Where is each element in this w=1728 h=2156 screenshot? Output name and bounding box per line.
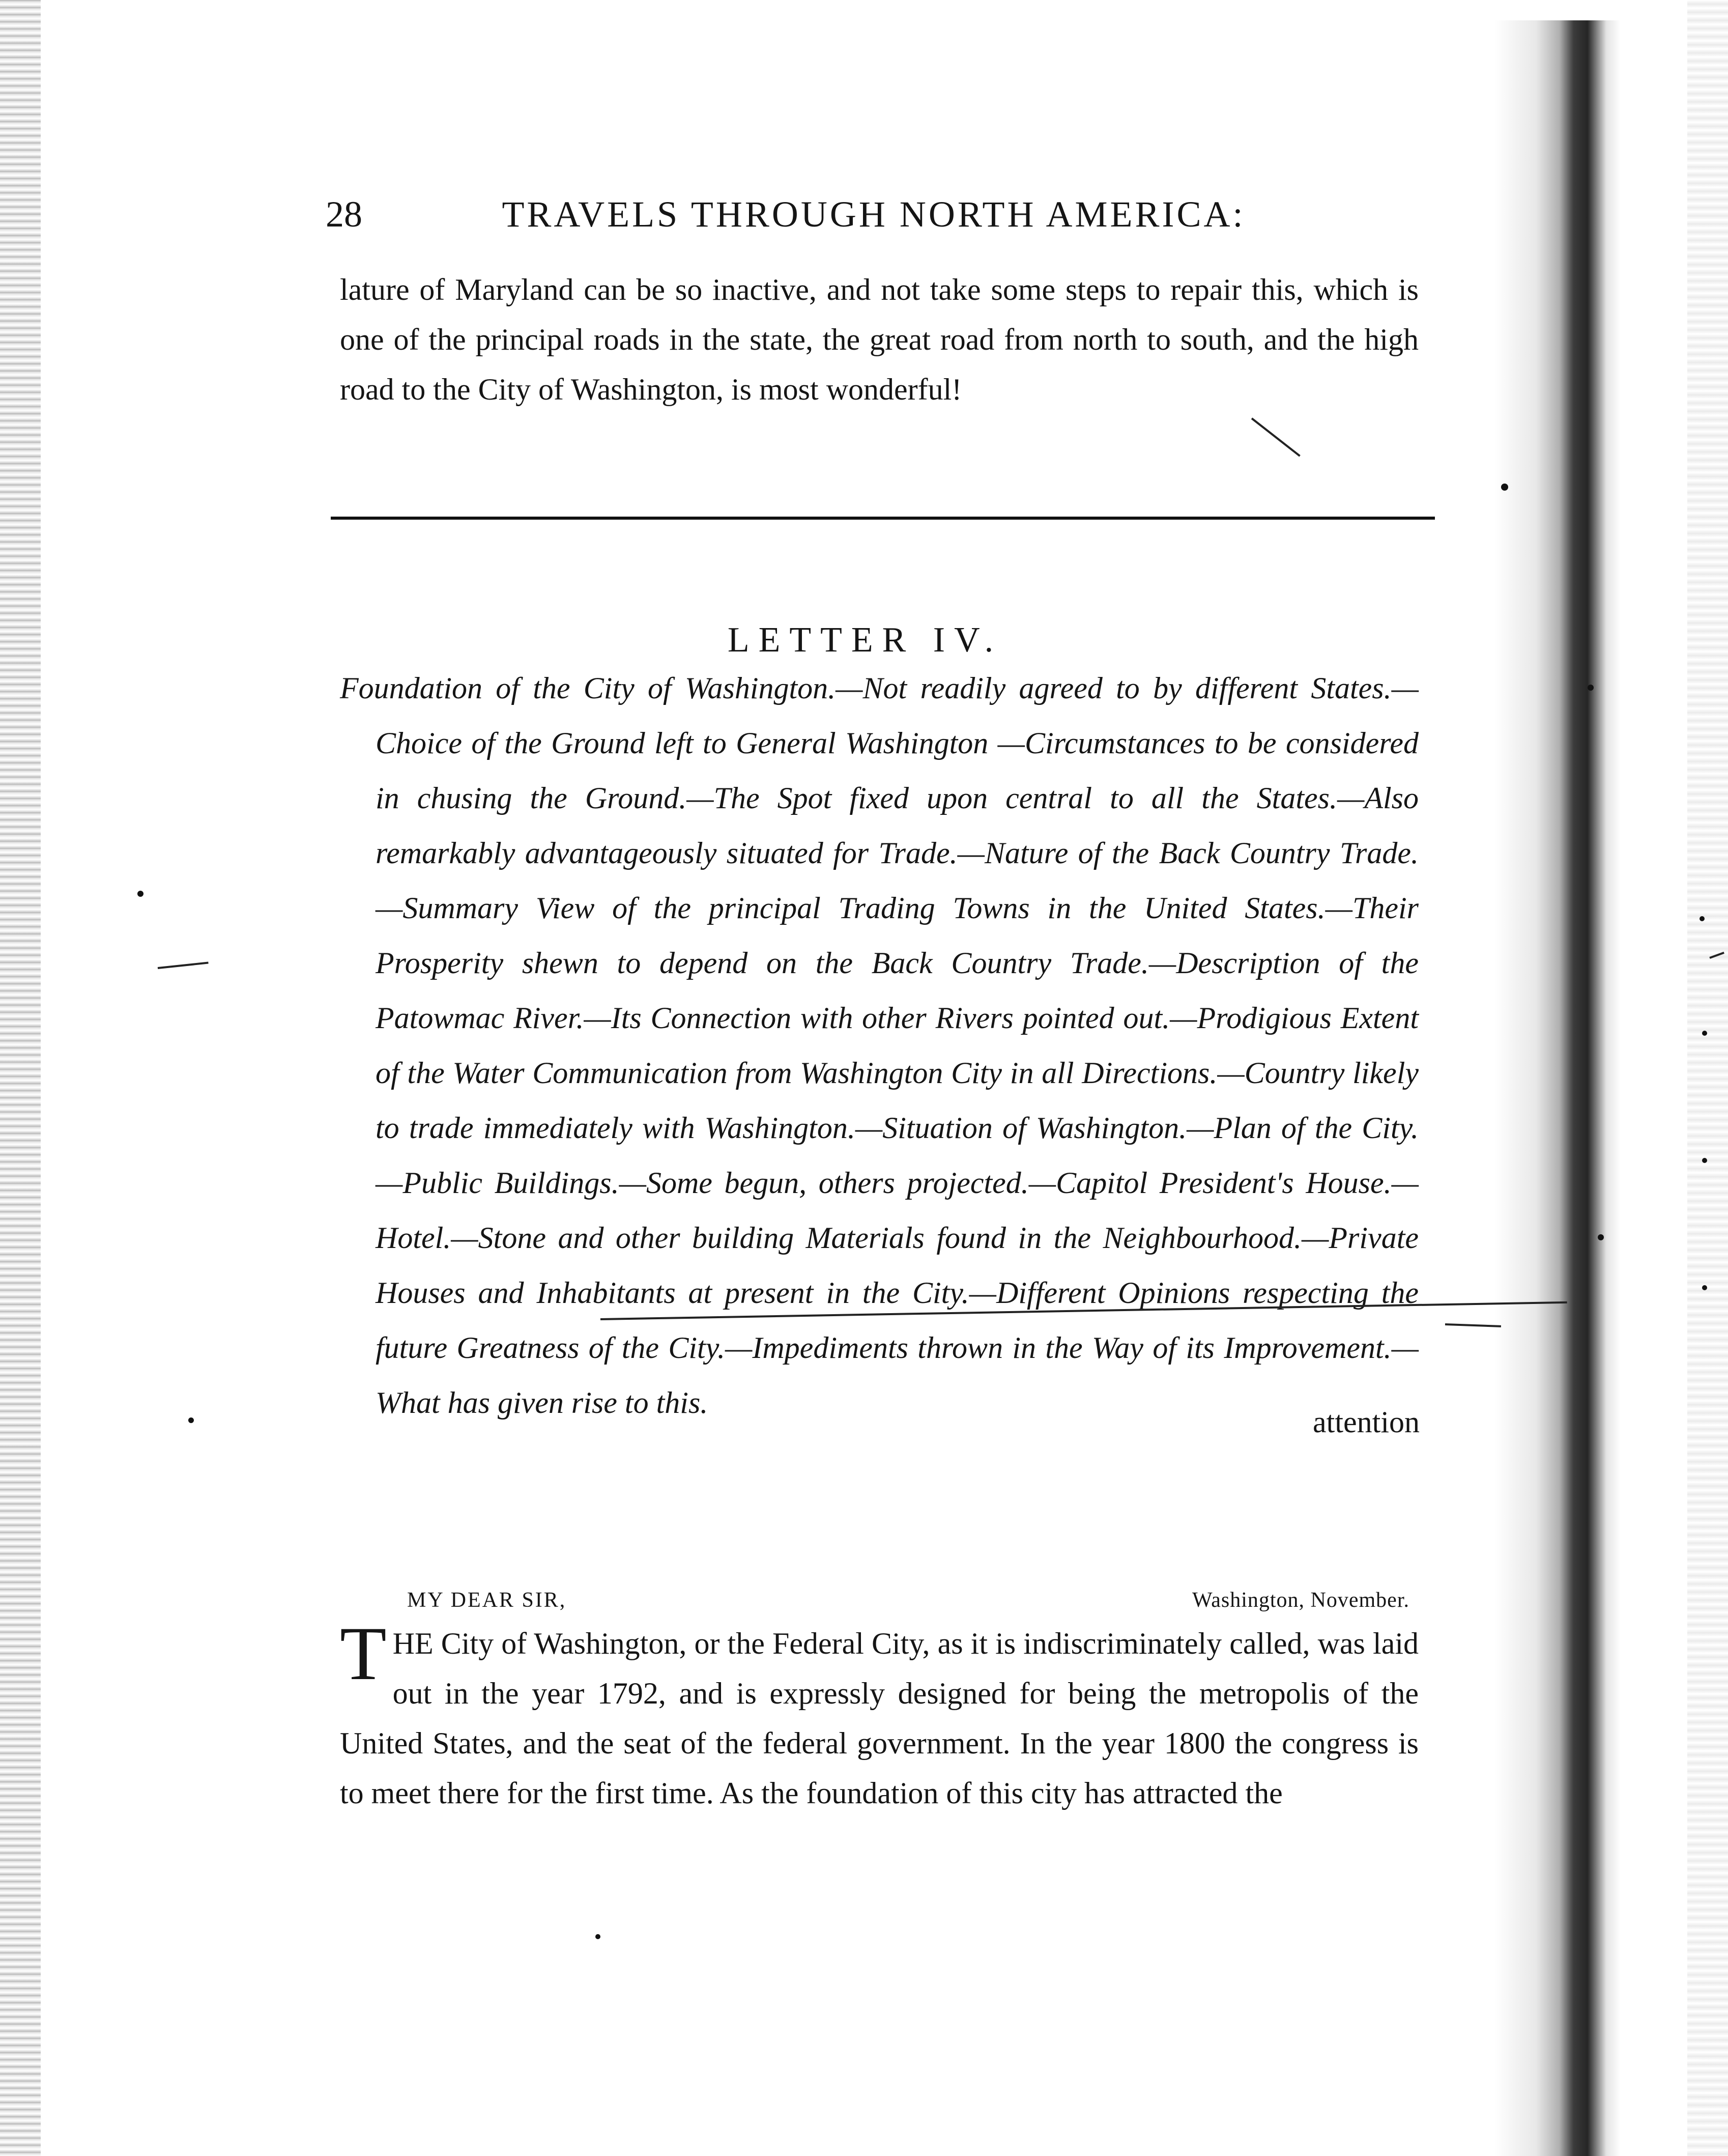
intro-paragraph: lature of Maryland can be so inactive, and not take some steps to repair this, which is one of the principal roads in the state, the great road from north to south, and the high road to the City of Washington, is most wonderful! xyxy=(340,273,1419,406)
right-edge-artifacts xyxy=(1687,0,1728,2156)
stray-line xyxy=(1251,417,1301,457)
scan-dot xyxy=(188,1417,194,1423)
scan-dot xyxy=(1702,1158,1707,1163)
drop-cap: T xyxy=(340,1611,387,1696)
salutation-line xyxy=(407,1588,1409,1612)
stray-line xyxy=(1445,1323,1501,1327)
scan-dot xyxy=(1501,484,1508,491)
page-number: 28 xyxy=(326,194,362,235)
running-title: TRAVELS THROUGH NORTH AMERICA: xyxy=(502,194,1246,235)
scan-dot xyxy=(137,891,143,897)
scan-dot xyxy=(1700,916,1705,921)
section-divider xyxy=(331,517,1435,520)
letter-body-paragraph xyxy=(340,1611,1419,1818)
scan-dot xyxy=(1702,1031,1707,1036)
letter-summary: Foundation of the City of Washington.—Not readily agreed to by different States.—Choice of the Ground left to General Washington —Circumstances to be considered in chusing the Ground.—The Spot fixed upon central to all the States.—Also remarkably advantageously situated for Trade.—Nature of the Back Country Trade.—Summary View of the principal Trading Towns in the United States.—Their Prosperity shewn to depend on the Back Country Trade.—Description of the Patowmac River.—Its Connection with other Rivers pointed out.—Prodigious Extent of the Water Communication from Washington City in all Directions.—Country likely to trade immediately with Washington.—Situation of Washington.—Plan of the City.—Public Buildings.—Some begun, others projected.—Capitol President's House.—Hotel.—Stone and other building Materials found in the Neighbourhood.—Private Houses and Inhabitants at present in the City.—Different Opinions respecting the future Greatness of the City.—Impediments thrown in the Way of its Improvement.—What has given rise to this. xyxy=(340,671,1419,1420)
scan-dot xyxy=(595,1934,600,1939)
running-header xyxy=(326,193,1353,236)
letter-body-text: HE City of Washington, or the Federal City, as it is indiscriminately called, was laid out in the year 1792, and is expressly designed for being the metropolis of the United States, and the seat of the federal government. In the year 1800 the congress is to meet there for the first time. As the foundation of this city has attracted the xyxy=(340,1627,1419,1810)
scan-dot xyxy=(1588,685,1594,691)
catchword: attention xyxy=(1313,1405,1420,1439)
scan-dot xyxy=(1598,1234,1604,1240)
place-date: Washington, November. xyxy=(1192,1588,1409,1612)
scan-dot xyxy=(1702,1285,1707,1290)
letter-body-block xyxy=(340,1611,1419,1818)
intro-paragraph-block xyxy=(340,265,1419,414)
salutation: MY DEAR SIR, xyxy=(407,1588,567,1612)
left-scan-edge xyxy=(0,0,41,2156)
letter-heading: LETTER IV. xyxy=(727,620,1003,660)
stray-line xyxy=(158,962,209,969)
